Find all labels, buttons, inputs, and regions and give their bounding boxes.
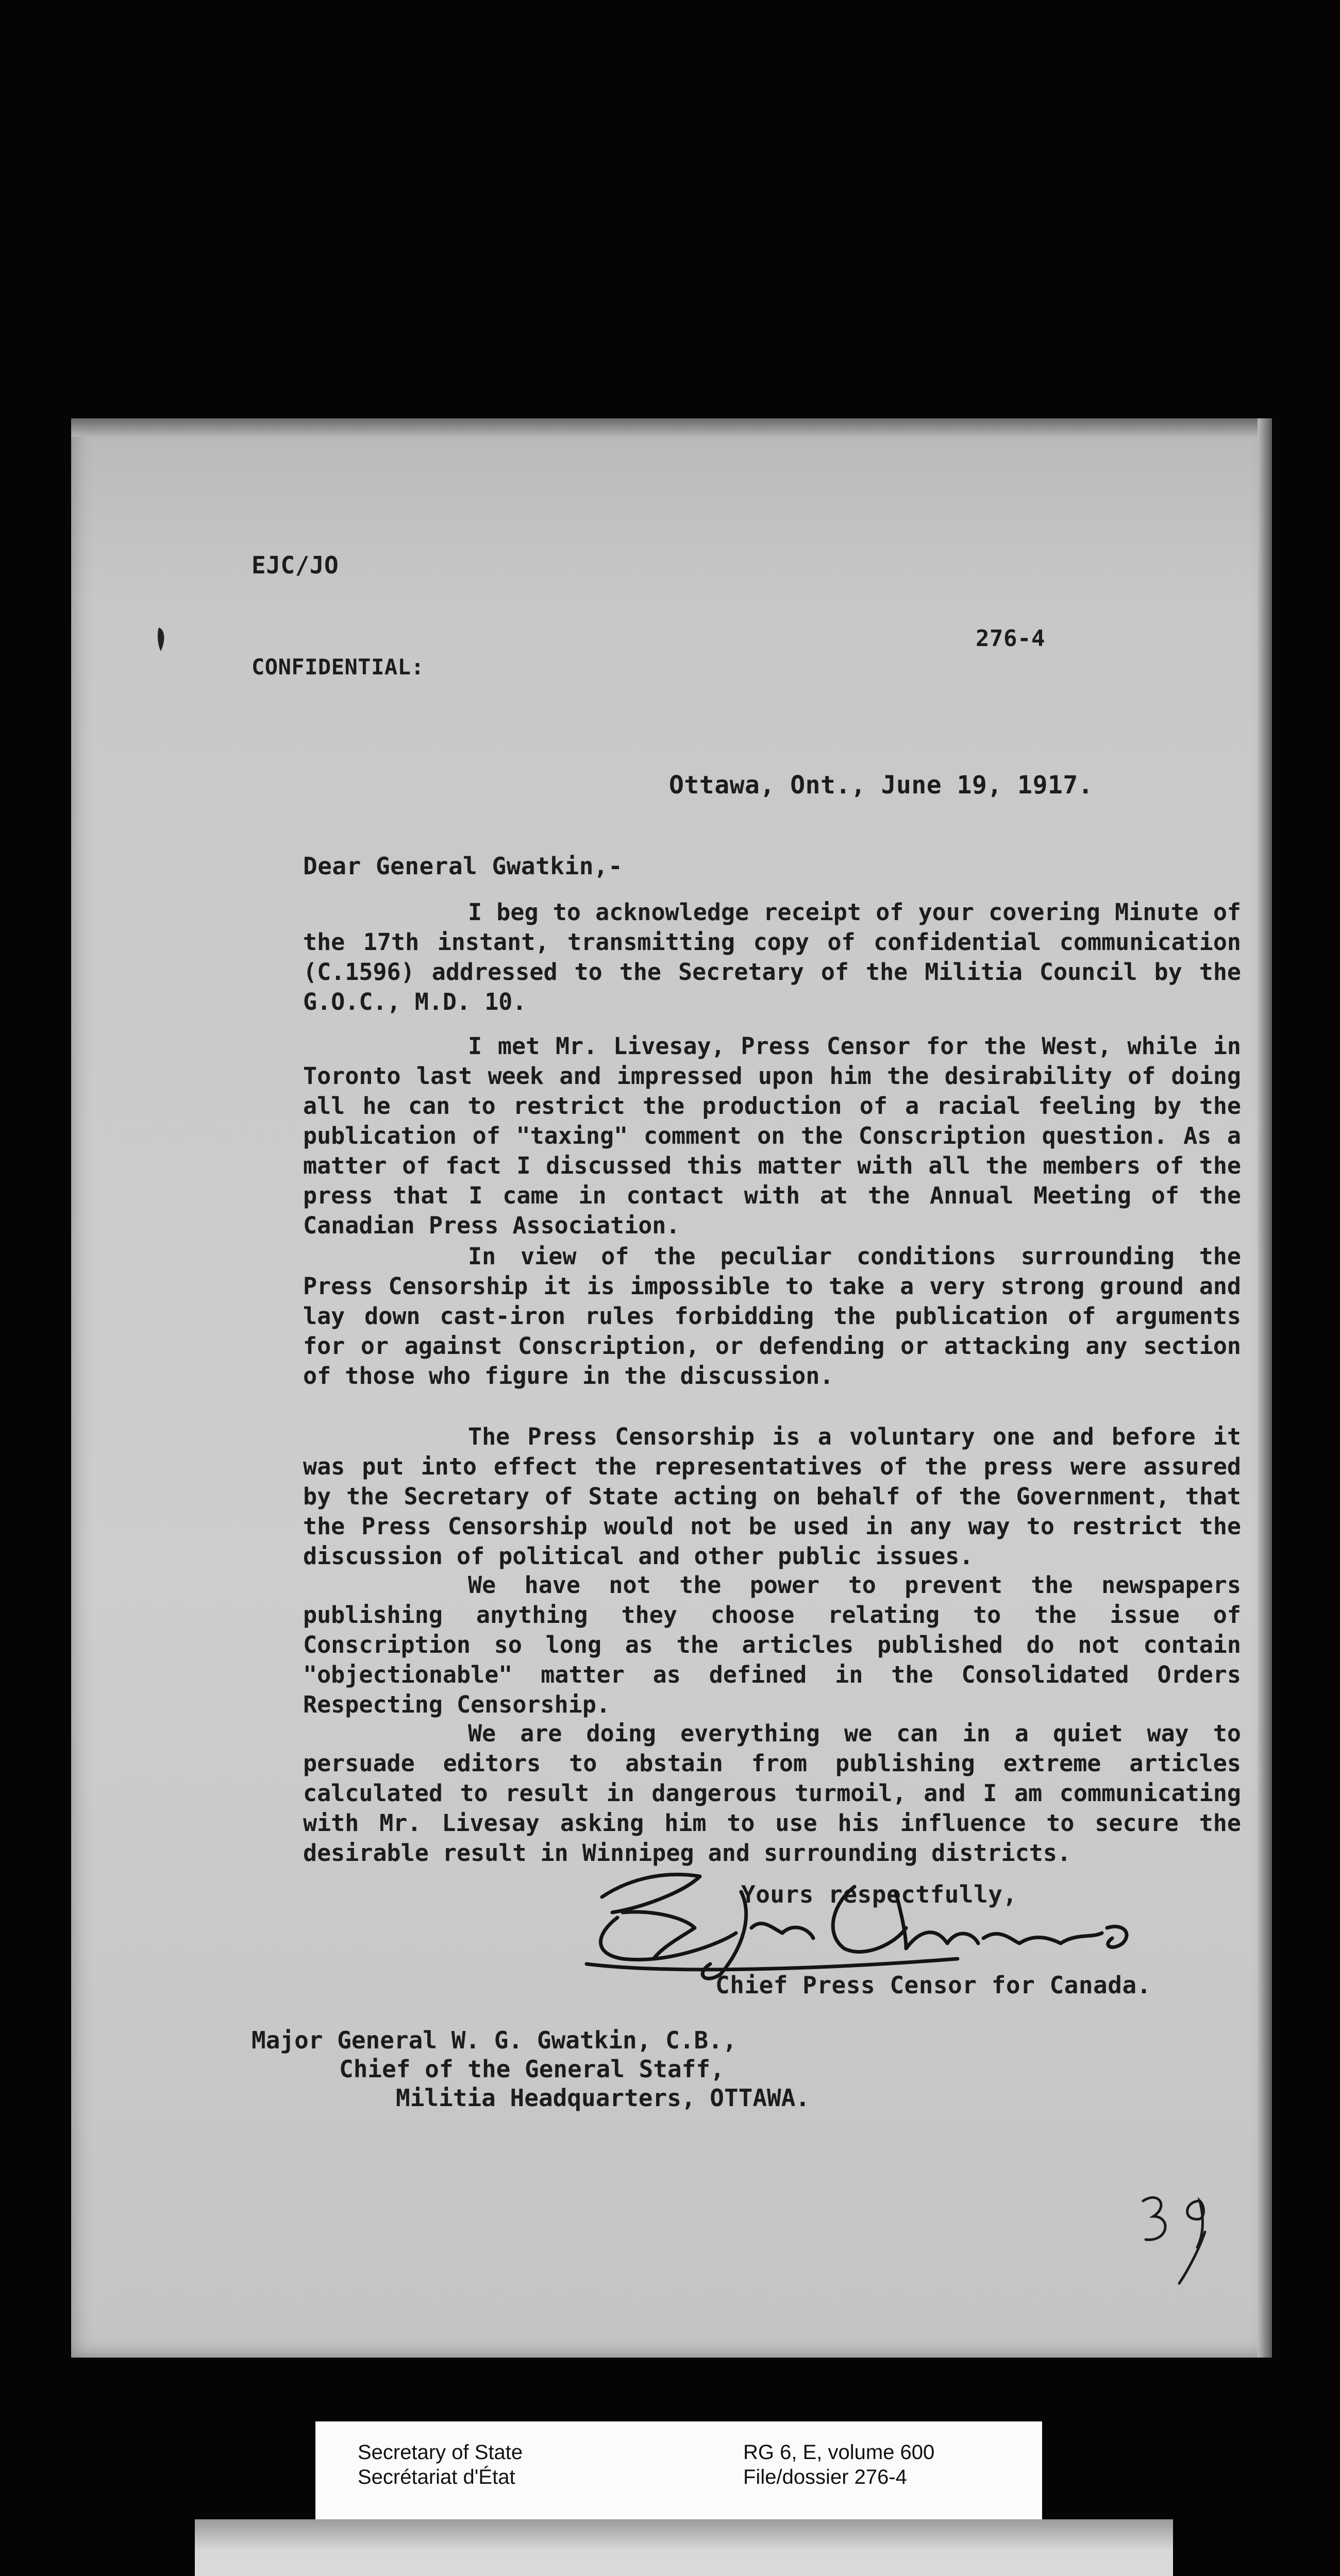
- salutation: Dear General Gwatkin,-: [303, 852, 623, 880]
- body-paragraph-2: I met Mr. Livesay, Press Censor for the West, while in Toronto last week and impressed upon him the desirability of doing all he can to restrict the production of a racial feeling by the publication of "taxing" comment on the Conscription question. As a matter of fact I discussed this matter with all the members of the press that I came in contact with at the Annual Meeting of the Canadian Press Association.: [303, 1032, 1241, 1239]
- body-paragraph-3: In view of the peculiar conditions surrounding the Press Censorship it is impossible to take a very strong ground and lay down cast-iron rules forbidding the publication of arguments for or against Conscription, or defending or attacking any section of those who figure in the discussion.: [303, 1243, 1241, 1389]
- department-name-fr: Secrétariat d'État: [358, 2466, 515, 2488]
- handwritten-page-number: [1128, 2185, 1231, 2289]
- addressee-line-3: Militia Headquarters, OTTAWA.: [396, 2084, 810, 2112]
- addressee-line-1: Major General W. G. Gwatkin, C.B.,: [252, 2026, 737, 2054]
- file-number: 276-4: [976, 625, 1045, 652]
- archives-stamp-card: [195, 2519, 1173, 2576]
- body-paragraph-1: I beg to acknowledge receipt of your covering Minute of the 17th instant, transmitting copy of confidential communication (C.1596) addressed to the Secretary of the Militia Council by the G.O.C., M.D. 10.: [303, 899, 1241, 1015]
- signer-title: Chief Press Censor for Canada.: [715, 1971, 1151, 1999]
- handwritten-signature: [566, 1856, 1143, 1990]
- department-name-en: Secretary of State: [358, 2441, 523, 2464]
- body-paragraph-6: We are doing everything we can in a quiet way to persuade editors to abstain from publishing extreme articles calculated to result in dangerous turmoil, and I am communicating with Mr. Livesay asking him to use his influence to secure the desirable result in Winnipeg and surrounding districts.: [303, 1720, 1241, 1867]
- letter-page: [71, 418, 1272, 2358]
- file-dossier: File/dossier 276-4: [743, 2466, 907, 2488]
- body-paragraph-4: The Press Censorship is a voluntary one and before it was put into effect the representatives of the press were assured by the Secretary of State acting on behalf of the Government, that the Press Censorship would not be used in any way to restrict the discussion of political and other public issues.: [303, 1423, 1241, 1570]
- label-right-column: [743, 2440, 934, 2489]
- record-group: RG 6, E, volume 600: [743, 2441, 935, 2464]
- addressee-block: [252, 2026, 810, 2112]
- page-right-edge: [1258, 418, 1272, 2358]
- label-left-column: [358, 2440, 523, 2489]
- classification-label: CONFIDENTIAL:: [252, 654, 425, 680]
- page-top-edge: [71, 418, 1272, 437]
- date-line: Ottawa, Ont., June 19, 1917.: [669, 771, 1094, 800]
- reference-initials: EJC/JO: [252, 551, 339, 579]
- body-paragraph-5: We have not the power to prevent the newspapers publishing anything they choose relating to the issue of Conscription so long as the articles published do not contain "objectionable" matter as defined in the Consolidated Orders Respecting Censorship.: [303, 1571, 1241, 1718]
- margin-ink-mark: [152, 624, 172, 655]
- addressee-line-2: Chief of the General Staff,: [339, 2055, 725, 2083]
- closing: Yours respectfully,: [741, 1880, 1017, 1908]
